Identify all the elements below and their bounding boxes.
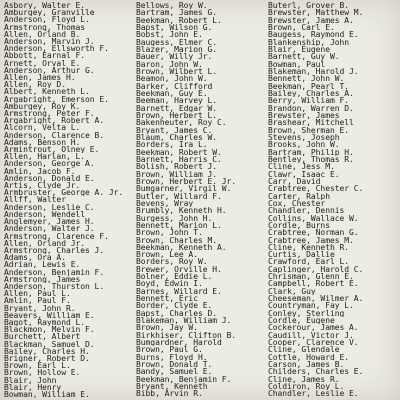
column-right [268,2,396,398]
list-item: Brewster, Matthew M. [268,9,364,17]
list-item: Barnes, Willard E. [136,287,222,296]
list-item: Anderson, Walter J. [4,225,95,233]
list-item: Caudill, Victor J. [268,331,354,340]
list-item: Bumgardner, Harold [136,339,222,347]
list-item: Beekman, Pearl T. [268,82,350,90]
list-item: Anderson, Benjamin F. [4,268,105,276]
list-item: Cordle, Burns [268,221,330,230]
list-item: Blankenship, John [268,38,350,46]
list-item: Bevens, Wray [136,199,194,208]
list-item: Bennett, Eric [136,295,198,303]
list-item: Brashear, Mitchell [268,119,354,127]
list-item: Anderson, Thurston L. [4,282,105,291]
list-item: Cooper, Clarence V. [268,339,359,347]
list-item: Anderson, George A. [4,160,95,168]
list-item: Brown, Earl L. [4,362,71,370]
list-item: Allen, Paul L. [4,290,71,298]
list-item: Blair, Eugene [268,45,330,54]
list-item: Beeman, Harvey L. [136,97,218,105]
list-item: Bauer, Willy Jr. [136,53,213,61]
list-item: Clawr, Isaac E. [268,170,340,178]
list-item: Borders, Roy W. [136,258,208,266]
list-item: Brown, Paul G. [136,346,203,354]
list-item: Brewster, James [268,111,340,120]
list-item: Crabtree, Chester C. [268,185,364,193]
list-item: Countryman, Fay L. [268,302,354,310]
list-item: Anderson, Clarence B. [4,131,105,139]
list-item: Adrian, Lewis E. [4,261,81,269]
list-item: Chrisman, Glenn E. [268,273,354,281]
list-item: Brown, Herbert E. Jr. [136,177,237,186]
list-item: Bentley, Thomas R. [268,155,354,164]
list-item: Asbory, Walter E. [4,2,86,10]
list-item: Beekman, Robert W. [136,148,222,156]
list-item: Burchett, Albert [4,333,81,341]
list-item: Anderson, Arthur G. [4,66,95,75]
list-item: Brooks, John W. [268,141,340,149]
list-item: Anderson, Marvin J. [4,38,95,46]
list-item: Bolish, Robert J. [136,163,218,171]
list-item: Adams, Ora A. [4,254,66,262]
list-item: Blair, Henry [4,383,62,391]
list-item: Allen, James H. [4,74,76,82]
list-item: Baron, John W. [136,60,203,68]
list-item: Bagot, Raymond L. [4,318,86,327]
list-item: Beamon, John W. [136,75,208,83]
list-item: Cline, Glendale [268,346,340,354]
list-item: Bryant, John R. [4,304,76,312]
list-item: Blackman, Samuel D. [4,340,95,348]
list-item: Allen, Orland Jr. [4,239,86,247]
list-item: Barnett, Edgar W. [136,104,218,112]
list-item: Coldiron, Roy L. [268,383,345,391]
list-item: Armintrout, Olney E. [4,146,100,154]
list-item: Brandon, Warren D. [268,104,354,112]
list-item: Crabtree, James M. [268,236,354,244]
list-item: Armstrong, Thomas [4,23,86,31]
list-item: Brown, Wilbert L. [136,67,218,76]
list-item: Boyd, Edwin I. [136,280,203,288]
list-item: Anglemyer, James H. [4,218,95,226]
list-item: Burns, Floyd H. [136,353,208,362]
list-item: Albert, Kenneth L. [4,88,90,96]
list-item: Birkhiser, Clifton B. [136,331,237,340]
list-item: Brown, Donald T. [136,361,213,369]
list-item: Bennett, Marion L. [136,221,222,230]
list-item: Blazer, Marion G. [136,45,218,54]
list-item: Bibb, Arvin R. [136,390,203,398]
list-item: Bailey, Charles A. [268,89,354,98]
list-item: Bartram, James G. [136,9,218,17]
list-item: Barnett, Guy W. [268,53,340,61]
list-item: Clark, Guy [268,287,316,296]
list-item: Beekman, Robert L. [136,16,222,24]
list-item: Cottle, Howard E. [268,353,350,362]
list-item: Brumbly, Kenneth H. [136,207,227,215]
list-item: Blakeman, Harold J. [268,67,359,76]
list-item: Bakenheuter, Roy C. [136,119,227,127]
list-item: Caplinger, Harold C. [268,265,364,274]
list-item: Artis, Clyde Jr. [4,182,81,190]
list-item: Brown, Hollow E. [4,369,81,377]
list-item: Armstrong, Clarence F. [4,232,109,240]
list-item: Allen, Harlan, L. [4,153,86,161]
list-item: Bapst, Charles D. [136,309,218,318]
list-item: Bandy, Samuel E. [136,368,213,376]
list-item: Brown, John T. [136,229,203,237]
list-item: Chandler, Leslie E. [268,390,359,398]
list-item: Anderson, Floyd L. [4,16,90,24]
list-item: Brown, Jay W. [136,324,198,332]
list-item: Crabtree, Norman G. [268,229,359,237]
list-item: Armbruster, George A. Jr. [4,189,124,197]
list-item: Carr, David [268,177,321,186]
list-item: Cline, James R. [268,375,340,384]
list-item: Amburgey, Granville [4,9,95,17]
list-item: Beekman, Kenneth A. [136,243,227,252]
list-item: Brown, Lee A. [136,251,198,259]
name-columns [4,2,396,398]
column-middle [136,2,264,398]
list-item: Brigner, Robert D. [4,354,90,363]
list-item: Beavers, William E. [4,311,95,319]
list-item: Bapst, Wilson G. [136,23,213,32]
list-item: Bennett, John W. [268,75,345,83]
list-item: Cox, Chester [268,199,326,208]
list-item: Cockerour, James A. [268,324,359,332]
list-item: Buterl, Grover B. [268,2,350,10]
list-item: Brown, Herbert L. [136,111,218,120]
list-item: Amlin, Jacob F. [4,167,76,175]
list-item: Crawford, Earl L. [268,258,350,266]
list-item: Argabright, Robert A. [4,117,105,125]
list-item: Carson, James B. [268,361,345,369]
list-item: Abbott, Earnal F. [4,52,86,60]
list-item: Brown, William J. [136,170,218,178]
list-item: Anderson, Donald E. [4,174,95,183]
list-item: Brown, Charles M. [136,236,218,244]
list-item: Argabright, Emerson E. [4,95,109,103]
list-item: Brown, Carl E. [268,23,335,32]
list-item: Campbell, Robert E. [268,280,359,288]
list-item: Armstrong, Charles J. [4,246,105,255]
list-item: Bowman, William E. [4,390,90,398]
list-item: Baugess, Elmer C. [136,38,218,46]
list-item: Brewster, James A. [268,16,354,24]
list-item: Cline, Kenneth R. [268,243,350,252]
list-item: Allff, Walter [4,196,66,204]
list-item: Barnett, Harris C. [136,155,222,164]
list-item: Anderson, Leslie C. [4,203,95,211]
list-item: Conley, Sterling [268,309,345,318]
list-item: Brewer, Orville H. [136,265,222,274]
list-item: Carter, Ralph [268,192,330,200]
list-item: Burgess, John H. [136,214,213,222]
list-item: Bolner, Eddie L. [136,273,213,281]
list-item: Bumgarner, Virgil W. [136,185,232,193]
list-item: Anderson, Ellsworth F. [4,45,109,53]
list-item: Childers, Charles E. [268,368,364,376]
list-item: Brown, Sherman E. [268,126,350,134]
list-item: Stevens, Joseph [268,133,340,142]
list-item: Curtis, Dallie [268,251,335,259]
list-item: Collins, Wallace W. [268,214,359,222]
list-item: Chandler, Dennis [268,207,345,215]
list-item: Adams, Benson H. [4,138,81,147]
list-item: Cheeseman, Wilmer A. [268,295,364,303]
list-item: Armstrong, Peter F. [4,110,95,118]
list-item: Bryant, Kenneth [136,383,208,391]
list-item: Beekman, Benjamin F. [136,375,232,384]
list-item: Amburgey, Roy K. [4,102,81,111]
list-item: Blakeman, William J. [136,317,232,325]
list-item: Bobst, John E. [136,31,203,39]
list-item: Baugess, Raymond E. [268,31,359,39]
list-item: Border, Clyde E. [136,302,213,310]
list-item: Armstrong, James [4,275,81,283]
list-item: Allen, Orland B. [4,30,81,39]
list-item: Berry, William F. [268,97,350,105]
list-item: Blair, John [4,376,57,384]
list-item: Bellows, Roy W. [136,2,208,10]
list-item: Allen, Roy D. [4,81,66,89]
list-item: Cordle, Eugene [268,317,335,325]
list-item: Amlin, Paul F. [4,297,71,305]
list-item: Butler, Willard F. [136,192,222,200]
list-item: Blaum, Charles W. [136,133,218,142]
list-item: Blackmon, Melvin F. [4,326,95,334]
list-item: Bryant, James C. [136,126,213,134]
list-item: Cline, Jess M. [268,163,335,171]
list-item: Anderson, Wendell [4,210,86,219]
column-left [4,2,132,398]
list-item: Borders, Ira L. [136,141,208,149]
list-item: Arnett, Orval E. [4,59,81,67]
list-item: Alcorn, Velta L. [4,124,81,132]
list-item: Bailey, Charles H. [4,347,90,355]
list-item: Bowman, Paul [268,60,326,68]
list-item: Bartram, Philip H. [268,148,354,156]
list-item: Beekman, Guy E. [136,89,208,98]
list-item: Barker, Clifford [136,82,213,90]
